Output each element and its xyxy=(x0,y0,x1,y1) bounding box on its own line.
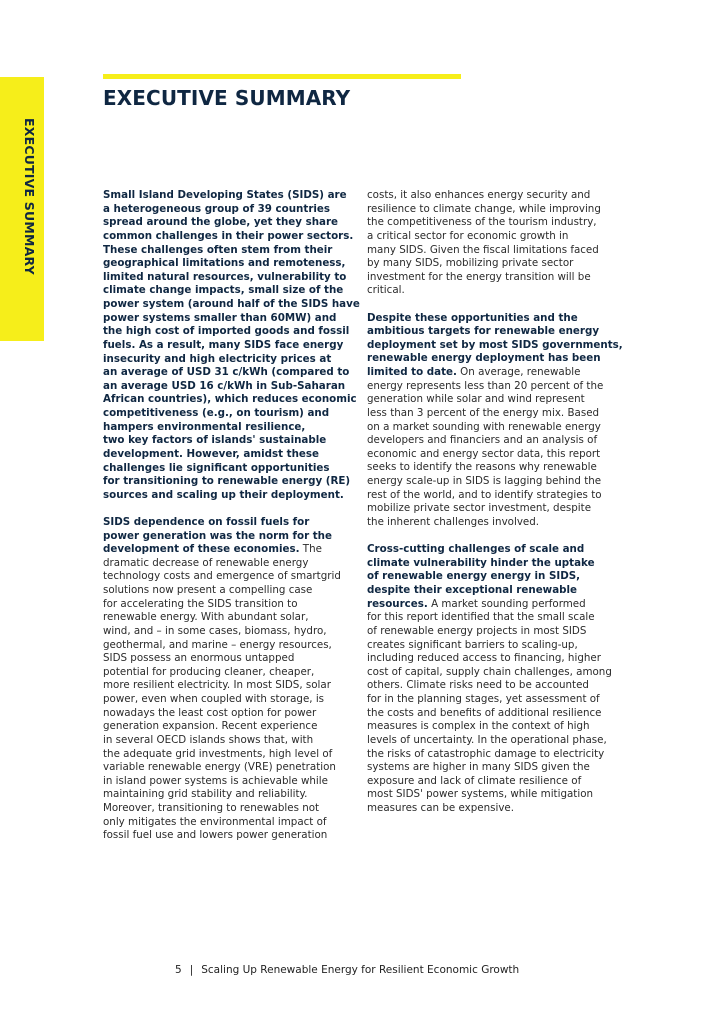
bold-text: climate vulnerability hinder the uptake xyxy=(367,556,595,569)
text-line: for transitioning to renewable energy (RE) xyxy=(103,475,351,488)
bold-text: Despite these opportunities and the xyxy=(367,311,578,324)
left-column xyxy=(103,189,360,857)
text-line: in several OECD islands shows that, with xyxy=(103,733,314,746)
text-line: geographical limitations and remoteness, xyxy=(103,257,346,270)
text-line xyxy=(367,366,617,380)
text-line: the inherent challenges involved. xyxy=(367,515,540,528)
text-line: investment for the energy transition will be xyxy=(367,270,591,283)
text-line: variable renewable energy (VRE) penetration xyxy=(103,761,336,774)
text-line: the risks of catastrophic damage to electricity xyxy=(367,747,605,760)
text-line xyxy=(367,325,617,339)
text-line: less than 3 percent of the energy mix. Based xyxy=(367,406,600,419)
text-run: A market sounding performed xyxy=(427,597,586,610)
text-line: seeks to identify the reasons why renewable xyxy=(367,461,597,474)
text-line xyxy=(367,598,617,612)
text-line: for in the planning stages, yet assessment of xyxy=(367,693,600,706)
side-tab-label: EXECUTIVE SUMMARY xyxy=(22,118,37,275)
text-line: the adequate grid investments, high level of xyxy=(103,747,333,760)
text-line: energy scale-up in SIDS is lagging behind the xyxy=(367,475,602,488)
text-line: resilience to climate change, while improving xyxy=(367,202,601,215)
text-line: insecurity and high electricity prices at xyxy=(103,352,332,365)
page-footer xyxy=(175,964,519,976)
bold-text: development of these economies. xyxy=(103,543,300,556)
text-line: for this report identified that the small scale xyxy=(367,611,595,624)
text-line: nowadays the least cost option for power xyxy=(103,706,317,719)
text-line: geothermal, and marine – energy resources, xyxy=(103,638,332,651)
text-line: a heterogeneous group of 39 countries xyxy=(103,202,331,215)
text-line: levels of uncertainty. In the operational phase, xyxy=(367,733,607,746)
text-line: by many SIDS, mobilizing private sector xyxy=(367,257,574,270)
text-line: exposure and lack of climate resilience of xyxy=(367,774,582,787)
text-line: cost of capital, supply chain challenges, among xyxy=(367,665,612,678)
text-line: on a market sounding with renewable energy xyxy=(367,420,601,433)
text-line xyxy=(367,584,617,598)
text-line: others. Climate risks need to be accounted xyxy=(367,679,589,692)
text-line: more resilient electricity. In most SIDS, solar xyxy=(103,679,331,692)
text-line: sources and scaling up their deployment. xyxy=(103,488,344,501)
text-line: These challenges often stem from their xyxy=(103,243,333,256)
text-line: technology costs and emergence of smartgrid xyxy=(103,570,341,583)
text-line: mobilize private sector investment, despite xyxy=(367,502,592,515)
text-line: generation while solar and wind represent xyxy=(367,393,585,406)
text-line: competitiveness (e.g., on tourism) and xyxy=(103,407,330,419)
text-line: dramatic decrease of renewable energy xyxy=(103,556,309,569)
text-run: On average, renewable xyxy=(456,366,581,379)
text-line: power, even when coupled with storage, is xyxy=(103,693,325,706)
text-line: for accelerating the SIDS transition to xyxy=(103,597,298,610)
text-line: generation expansion. Recent experience xyxy=(103,720,318,733)
text-line: only mitigates the environmental impact of xyxy=(103,815,327,828)
bold-text: Cross-cutting challenges of scale and xyxy=(367,543,585,556)
text-line: SIDS possess an enormous untapped xyxy=(103,652,295,665)
text-line xyxy=(103,530,353,544)
right-column xyxy=(367,189,623,829)
text-line: fossil fuel use and lowers power generation xyxy=(103,829,328,842)
text-line: many SIDS. Given the fiscal limitations faced xyxy=(367,243,599,256)
left-paragraph-1 xyxy=(103,189,360,502)
text-line: an average of USD 31 c/kWh (compared to xyxy=(103,366,350,379)
text-line: in island power systems is achievable while xyxy=(103,774,328,787)
text-line xyxy=(367,352,617,366)
text-line: critical. xyxy=(367,284,405,297)
text-line: African countries), which reduces economic xyxy=(103,393,357,406)
text-line: measures can be expensive. xyxy=(367,802,515,815)
right-paragraph-3 xyxy=(367,543,617,816)
text-line: Small Island Developing States (SIDS) are xyxy=(103,189,347,201)
left-paragraph-2 xyxy=(103,516,353,843)
text-line: common challenges in their power sectors. xyxy=(103,229,354,242)
title-rule xyxy=(103,74,461,79)
text-line: maintaining grid stability and reliability. xyxy=(103,788,308,801)
page-title: EXECUTIVE SUMMARY xyxy=(103,86,351,110)
bold-text: renewable energy deployment has been xyxy=(367,352,601,365)
text-line: rest of the world, and to identify strategies to xyxy=(367,488,602,501)
bold-text: SIDS dependence on fossil fuels for xyxy=(103,515,310,528)
text-line xyxy=(103,543,353,557)
bold-text: despite their exceptional renewable xyxy=(367,584,578,597)
bold-text: ambitious targets for renewable energy xyxy=(367,325,600,338)
page-number: 5 xyxy=(175,964,182,976)
text-line: two key factors of islands' sustainable xyxy=(103,434,327,447)
text-line: hampers environmental resilience, xyxy=(103,420,306,433)
text-line: climate change impacts, small size of the xyxy=(103,284,344,297)
text-line: challenges lie significant opportunities xyxy=(103,461,330,474)
text-line: the competitiveness of the tourism industry, xyxy=(367,216,597,229)
bold-text: of renewable energy energy in SIDS, xyxy=(367,570,581,583)
right-paragraph-2 xyxy=(367,311,623,530)
text-line: Moreover, transitioning to renewables not xyxy=(103,802,320,815)
text-line: costs, it also enhances energy security and xyxy=(367,189,591,201)
right-paragraph-1 xyxy=(367,189,617,298)
text-line: potential for producing cleaner, cheaper, xyxy=(103,665,315,678)
bold-text: deployment set by most SIDS governments, xyxy=(367,338,623,351)
text-line: energy represents less than 20 percent of the xyxy=(367,379,604,392)
text-line: renewable energy. With abundant solar, xyxy=(103,611,309,624)
footer-separator: | xyxy=(189,964,194,976)
text-line: most SIDS' power systems, while mitigation xyxy=(367,788,594,801)
text-line: development. However, amidst these xyxy=(103,447,319,460)
text-line xyxy=(367,543,617,557)
text-line xyxy=(103,516,353,530)
text-line: developers and financiers and an analysis of xyxy=(367,434,598,447)
text-line: spread around the globe, yet they share xyxy=(103,216,339,229)
footer-document-title: Scaling Up Renewable Energy for Resilient Economic Growth xyxy=(201,964,520,976)
text-line: the costs and benefits of additional resilience xyxy=(367,706,602,719)
text-line: creates significant barriers to scaling-up, xyxy=(367,638,578,651)
text-line: the high cost of imported goods and fossil xyxy=(103,325,350,338)
bold-text: power generation was the norm for the xyxy=(103,529,332,542)
text-line: an average USD 16 c/kWh in Sub-Saharan xyxy=(103,379,346,392)
text-line: power systems smaller than 60MW) and xyxy=(103,311,337,324)
text-line: economic and energy sector data, this report xyxy=(367,447,601,460)
text-line: power system (around half of the SIDS have xyxy=(103,298,360,310)
text-line: fuels. As a result, many SIDS face energy xyxy=(103,338,344,351)
text-line: measures is complex in the context of high xyxy=(367,720,590,733)
text-line xyxy=(367,312,617,326)
text-line: of renewable energy projects in most SIDS xyxy=(367,624,587,637)
text-line: limited natural resources, vulnerability to xyxy=(103,270,347,283)
bold-text: limited to date. xyxy=(367,366,457,379)
text-line xyxy=(367,338,623,353)
text-line: a critical sector for economic growth in xyxy=(367,229,569,242)
text-line xyxy=(367,570,617,584)
text-line: including reduced access to financing, higher xyxy=(367,652,601,665)
bold-text: resources. xyxy=(367,597,428,610)
text-line: systems are higher in many SIDS given the xyxy=(367,761,590,774)
text-run: The xyxy=(299,543,322,556)
text-line: solutions now present a compelling case xyxy=(103,584,313,597)
text-line: wind, and – in some cases, biomass, hydro, xyxy=(103,624,327,637)
text-line xyxy=(367,557,617,571)
